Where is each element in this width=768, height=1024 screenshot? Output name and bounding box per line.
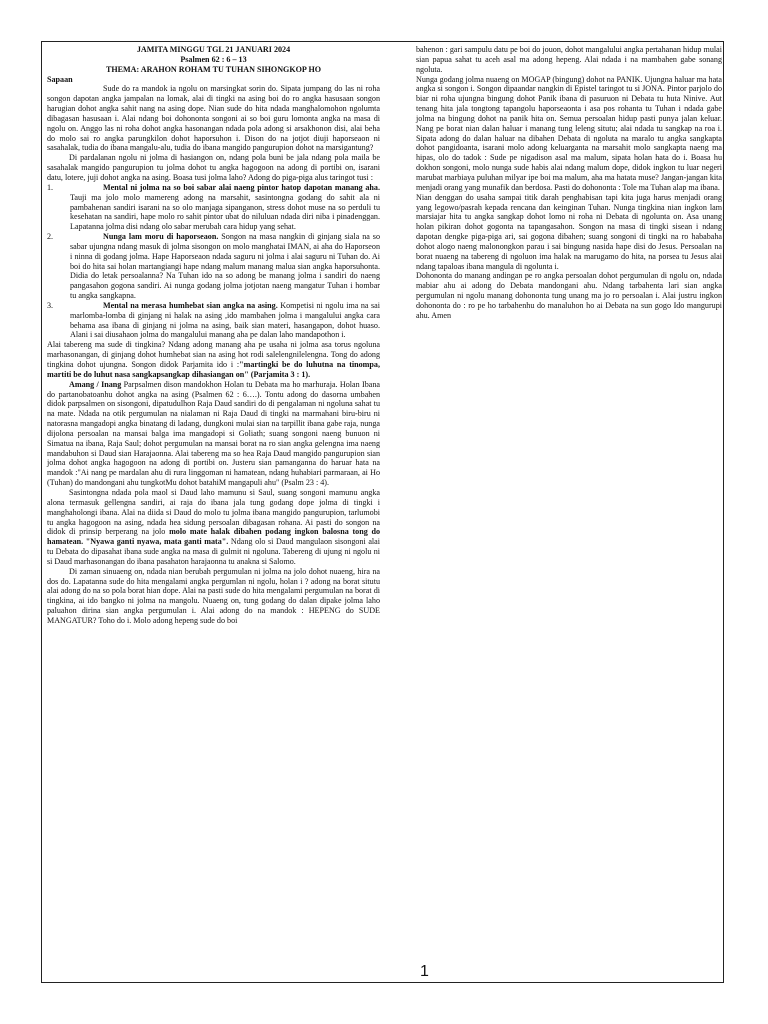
paragraph-panic: Nunga godang jolma nuaeng on MOGAP (bingung) dohot na PANIK. Ujungna haluar ma hata angka si songon i. Songon dipaandar nangkin di Epistel taringot tu si JONA. Pintor parjolo do biar ni roha ujungna bingung dohot Panik ibana di pasuruon ni Debata tu huta Ninive. Aut tenang hita jala tongtong tapangolu haporseaonta i asa pos rohanta tu Tuhan i ndada gabe jolma na bingung dohot na panik hita on. Semua persoalan hidup pasti punya jalan keluar. Nang pe borat nian dalan haluar i manang tung leleng situtu; alai ndada tu sangkap na roa i. Sipata adong do dalan haluar na dibahen Debata di ngoluta na maralo tu angka sangkapta dohot pangidoanta, isarani molo adong keluarganta na marsahit molo sangkapta naeng ma hipas, olo do tadok : Sude pe nigadison asal ma malum, sipata holan hata do i. Boasa hu dokhon songoni, molo nunga sude habis alai ndang malum dope, didok ingkon tu luar negeri marubat marbiaya puluhan milyar ipe boi ma malum, aha ma hatata muse? Jangan-jangan kita menjadi orang yang munafik dan berdosa. Pasti do dohononta : Tole ma Tuhan alap ma ibana. xyxy=(416,74,723,192)
list-detail: Kompetisi ni ngolu ima na sai marlomba-lomba di ginjang ni halak na asing ,ido mambahen jolma i mangalului angka cara behama asa ibana di ginjang ni jolma na asing, baik sian materi, hasangapon, dohot huaso. Alani i sai diusahaon jolma do mangalului manang aha pe dalan laho mandapothon i. xyxy=(70,300,380,340)
right-column xyxy=(416,45,722,321)
list-heading: Mental ni jolma na so boi sabar alai naeng pintor hatop dapotan manang aha. xyxy=(103,182,380,192)
list-body xyxy=(70,232,380,301)
list-number: 3. xyxy=(47,300,54,310)
paragraph-time xyxy=(47,340,380,379)
list-item xyxy=(47,232,380,301)
greeting-heading: Sapaan xyxy=(47,74,73,84)
paragraph-modern: Di zaman sinuaeng on, ndada nian berubah pergumulan ni jolma na jolo dohot nuaeng, hira na dos do. Lapatanna sude do hita mengalami angka pergumlan ni ngolu, holan i ? adong na borat situtu alai adong do na so pola borat hian dope. Alai na pasti sude do hita mengalami pergumulan na borat di tingkina, ai ido bangko ni jolma na mangolu. Nuaeng on, tung godang do dalan dipake jolma laho paluahon dirina sian angka pergumulan i. Alai adong do na mandok : HEPENG do SUDE MANGATUR? Toho do i. Molo adong hepeng sude do boi xyxy=(47,566,380,625)
document-page xyxy=(41,41,724,983)
list-item xyxy=(47,183,380,232)
page-number: 1 xyxy=(420,963,429,980)
paragraph-closing: Dohononta do manang andingan pe ro angka persoalan dohot pergumulan di ngolu on, ndada mabiar ahu ai adong do Debata mandongani ahu. Ndang tarbahenta lari sian angka pergumulan ni ngolu manang dohononta tung unang ma jo ro persoalan i. Alai justru ingkon dohononta do : ro pe ho tarbahenhu do manaluhon ho ai Debata na sun gogo Ido mangurupi ahu. Amen xyxy=(416,271,722,320)
list-body xyxy=(70,301,380,340)
list-number: 2. xyxy=(47,232,54,242)
left-column xyxy=(47,45,380,626)
list-number: 1. xyxy=(47,182,54,192)
sermon-theme: THEMA: ARAHON ROHAM TU TUHAN SIHONGKOP HO xyxy=(105,64,322,74)
list-detail: Tauji ma jolo molo mamereng adong na marsahit, sasintongna godang do sahit ala ni pambahenan sandiri isarani na so olo manjaga sipanganon, stress dohot muse na so perduli tu kesehatan na sandiri, hape molo ro sahit pintor ubat do niluluan ndada diri niba i pinadenggan. Lapatanna jolma disi ndang olo sabar merubah cara hidup yang sehat. xyxy=(70,192,380,232)
list-heading: Nunga lam moru di haporseaon. xyxy=(103,232,219,242)
paragraph-surrender: Nian denggan do usaha sampai titik darah penghabisan tapi kita juga harus menjadi orang yang legowo/pasrah kepada rencana dan keinginan Tuhan. Nunga tingkina nian ingkon lam marsiajar hita tu angka sangkap dohot lomo ni roha ni Debata di ngolunta on. Asa unang holan pikiran dohot gogonta na tapangasahon. Songon na masa di tingki sisean i ndang dapotan dengke piga-piga ari, sai gogona dibahen; suang songoni di tingki na ro hababaha dohot alogo naeng malonongkon parau i sai bingung nasida hape disi do Jesus. Persoalan na borat nuaeng na tabereng di ngoluon ima halak na marugamo do hita, na porsea tu Jesus alai ndang tapaloas ibana mangula di ngolunta i. xyxy=(416,192,722,271)
list-detail: Songon na masa nangkin di ginjang siala na so sabar ujungna ndang masuk di jolma sisongon on molo manghatai IMAN, ai aha do Haporseon i ninna di godang jolma. Hape Haporseaon ndada saguru ni jolma i alai saguru ni Tuhan do. Ai boi do hita sai holan martangiangi hape ndang malum manang malua sian angka haporsuhonta. Didia do letak persoalanna? Na Tuhan ido na so adong be manang jolma i sandiri do naeng pangasahon gogona sandiri. Ai nunga godang jolma jotjotan naeng mangatur Tuhan i hombar tu angka sangkapna. xyxy=(70,232,380,301)
list-item xyxy=(47,301,380,340)
paragraph-continued: bahenon : gari sampulu datu pe boi do jouon, dohot mangalului angka pertahanan hidup mulai sian papua sahat tu aceh asal ma adong hepeng. Alai ndada i na mambahen gabe sonang ngoluta. xyxy=(416,45,722,74)
paragraph-text: Alai tabereng ma sude di tingkina? Ndang adong manang aha pe usaha ni jolma asa torus ngoluna marhasonangan, di ginjang dohot humhebat sian na asing hot rodi salelengnilelengna. Tong do adong tingkina dohot ujungna. Songon didok Parjamita ido i : xyxy=(47,340,380,369)
list-text xyxy=(70,183,380,232)
paragraph-david xyxy=(47,488,380,567)
paragraph-life-journey: Di pardalanan ngolu ni jolma di hasiangon on, ndang pola buni be jala ndang pola maila be sasahalak mangido pangurupion tu jolma dohot tu angka hagogoon na adong di portibi on, isarani datu, lotere, juji dohot angka na asing. Boasa tusi jolma laho? Adong do piga-piga alus taringot tusi : xyxy=(47,153,380,182)
paragraph-text: Sasintongna ndada pola maol si Daud laho mamunu si Saul, suang songoni mamunu angka alona termasuk gellengna sandiri, ai raja do ibana jala tung godang dope jolma di tingki i manghaholongi ibana. Alai na diida si Daud do molo tu jolma ibana mangido pangurupion, tarlumobi tu angka hagogoon na asing, ndada hea sidung persoalan dibagasan rohana. Ai pasti do songon na didok di prinsip berperang na jolo xyxy=(47,487,380,537)
paragraph-text: Parpsalmen dison mandokhon Holan tu Debata ma ho marhuraja. Holan Ibana do partanobatoanhu dohot angka na asing (Psalmen 62 : 6….). Tontu adong do dasorna umbahen didok parpsalmen on sisongoni, dipatudulhon Raja Daud sandiri do di pengalaman ni ngoluna sahat tu na mate. Ndada na otik pergumulan na nialaman ni Raja Daud di tingki na marmahani biru-biru ni natorasna mangadopi angka binatang di ladang, dungkoni mulai sian na tarpillit ibana gabe raja, nunga dijolona persoalan na mansai balga ima mangadopi si Goliath; suang songoni naeng bunuon ni Simatua na ibana, Raja Saul; dohot pergumulan na mansai borat na ro sian angka gelengna ima naeng mandabuhon si Daud sian Harajaonna. Alai tabereng ma so hea Raja Daud mangido pangurupion sian jolma dohot angka hagogoon na adong di portibi on. Justeru sian pamanganna do haruar hata na mandok :"Ai nang pe mardalan ahu di rura linggoman ni hamatean, ndang huhabiari parmaraan, ai Ho (Tuhan) do mandongani ahu tungkotMu dohot batahiM mangapuli ahu" (Psalm 23 : 4). xyxy=(47,379,380,488)
paragraph-psalm xyxy=(47,380,380,488)
bible-quote: "martingki be do luhutna na tinompa, martiti be do luhut nasa sangkapsangkap dihasiangan on" (Parjamita 3 : 1). xyxy=(47,360,380,379)
list-heading: Mental na merasa humhebat sian angka na asing. xyxy=(103,300,278,310)
sermon-title: JAMITA MINGGU TGL 21 JANUARI 2024 xyxy=(136,45,291,54)
list-text xyxy=(70,301,380,340)
list-text xyxy=(70,232,380,301)
list-body xyxy=(70,183,380,232)
reasons-list xyxy=(47,183,380,341)
bold-quote: molo mate halak dibahen podang ingkon balosna tong do hamatean. "Nyawa ganti nyawa, mata ganti mata". xyxy=(47,527,380,547)
paragraph-text: Ndang olo si Daud mangulaon sisongoni alai tu Debata do dipasahat ibana sude angka na masa di gulmit ni ngoluna. Tabereng di ujung ni ngolu ni si Daud marhasonangan do ibana pasahaton harajaonna tu anakna si Salomo. xyxy=(47,537,380,566)
address-lead: Amang / Inang xyxy=(69,379,122,389)
paragraph-intro: Sude do ra mandok ia ngolu on marsingkat sorin do. Sipata jumpang do las ni roha songon dapotan angka jampalan na lomak, alai di tingki na asing boi do ro angka hasusaan songon harugian dohot angka sahit nang na asing dope. Nian sude do hita ndada manghalomohon ngolumta dibagasan hasusaan i. Alai ndang boi dohononta songoni ai so boi guru lomonta angka na masa di ngolu on. Anggo las ni roha dohot angka hasonangan ndada pola adong si arsakhonon disi, alai beha do molo sai ro angka parungkilon dohot haporsuhon i. Dison do na jotjot diuji haporseaon ni sasahalak, tudia do ibana mangalu-alu, tudia do ibana mangido pangurupion dohot na marsigantung? xyxy=(47,84,380,153)
scripture-reference: Psalmen 62 : 6 – 13 xyxy=(180,54,247,64)
